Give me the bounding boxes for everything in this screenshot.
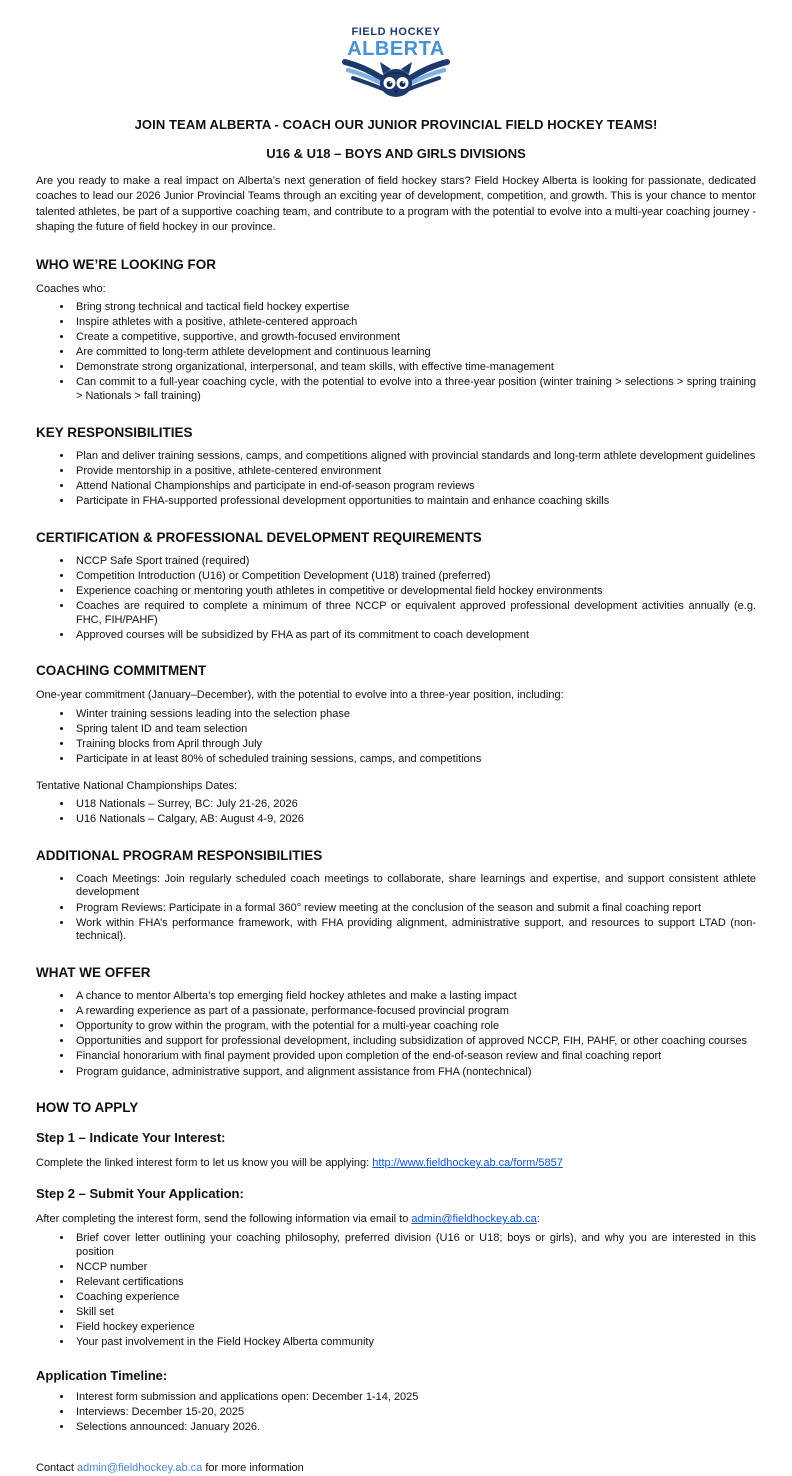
list-item: • Skill set — [73, 1306, 756, 1320]
list-item: • Field hockey experience — [73, 1321, 756, 1335]
who-bullet-list — [36, 301, 756, 404]
list-item: • Plan and deliver training sessions, camps, and competitions aligned with provincial standards and long-term athlete development guidelines — [73, 450, 756, 464]
list-item: • NCCP number — [73, 1261, 756, 1275]
owl-head-icon — [380, 62, 412, 97]
step1-heading: Step 1 – Indicate Your Interest: — [36, 1130, 226, 1146]
list-item: • Opportunities and support for professional development, including subsidization of approved NCCP, FIH, PAHF, or other coaching courses — [73, 1035, 756, 1049]
list-item: • Can commit to a full-year coaching cycle, with the potential to evolve into a three-year position (winter training > selections > spring training > Nationals > fall training) — [73, 376, 756, 403]
step2-paragraph — [36, 1212, 756, 1227]
application-items-list — [36, 1232, 756, 1350]
application-email-link[interactable]: admin@fieldhockey.ab.ca — [411, 1213, 537, 1226]
step1-paragraph — [36, 1156, 756, 1171]
list-item: • Winter training sessions leading into the selection phase — [73, 708, 756, 722]
list-item: • Brief cover letter outlining your coaching philosophy, preferred division (U16 or U18; boys or girls), and why you are interested in this position — [73, 1232, 756, 1259]
logo-text-field-hockey: FIELD HOCKEY — [351, 26, 441, 38]
list-item: • Participate in FHA-supported professional development opportunities to maintain and enhance coaching skills — [73, 495, 756, 509]
intro-paragraph: Are you ready to make a real impact on Alberta’s next generation of field hockey stars? Field Hockey Alberta is looking for passionate, dedicated coaches to lead our 2026 Junior Provincial Teams through an exciting year of development, competition, and growth. This is your chance to mentor talented athletes, be part of a supportive coaching team, and contribute to a program with the potential to evolve into a multi-year coaching journey - shaping the future of field hockey in our province. — [36, 175, 756, 234]
list-item: • Participate in at least 80% of scheduled training sessions, camps, and competitions — [73, 753, 756, 767]
list-item: • NCCP Safe Sport trained (required) — [73, 555, 756, 569]
cert-bullet-list — [36, 555, 756, 643]
contact-line — [36, 1461, 756, 1476]
list-item: • Coaches are required to complete a minimum of three NCCP or equivalent approved professional development activities annually (e.g. FHC, FIH/PAHF) — [73, 600, 756, 627]
list-item: • Training blocks from April through July — [73, 738, 756, 752]
additional-bullet-list — [36, 873, 756, 944]
list-item: • Attend National Championships and participate in end-of-season program reviews — [73, 480, 756, 494]
who-lead-text: Coaches who: — [36, 282, 106, 295]
list-item: • A rewarding experience as part of a passionate, performance-focused provincial program — [73, 1005, 756, 1019]
section-heading-key-responsibilities: KEY RESPONSIBILITIES — [36, 424, 193, 440]
interest-form-link[interactable]: http://www.fieldhockey.ab.ca/form/5857 — [372, 1157, 563, 1170]
contact-suffix: for more information — [202, 1461, 304, 1474]
step2-heading: Step 2 – Submit Your Application: — [36, 1186, 244, 1202]
section-heading-additional-responsibilities: ADDITIONAL PROGRAM RESPONSIBILITIES — [36, 847, 323, 863]
list-item: • Approved courses will be subsidized by FHA as part of its commitment to coach development — [73, 629, 756, 643]
list-item: • Coach Meetings: Join regularly scheduled coach meetings to collaborate, share learnings and expertise, and support consistent athlete development — [73, 873, 756, 900]
list-item: • Competition Introduction (U16) or Competition Development (U18) trained (preferred) — [73, 570, 756, 584]
section-heading-certification: CERTIFICATION & PROFESSIONAL DEVELOPMENT REQUIREMENTS — [36, 529, 482, 545]
list-item: • Coaching experience — [73, 1291, 756, 1305]
step1-text: Complete the linked interest form to let us know you will be applying: — [36, 1157, 373, 1170]
list-item: • Work within FHA’s performance framework, with FHA providing alignment, administrative support, and resources to support LTAD (non-technical). — [73, 917, 756, 944]
list-item: • Program Reviews: Participate in a formal 360° review meeting at the conclusion of the season and submit a final coaching report — [73, 902, 756, 916]
list-item: • Are committed to long-term athlete development and continuous learning — [73, 346, 756, 360]
list-item: • Interviews: December 15-20, 2025 — [73, 1406, 756, 1420]
list-item: • Financial honorarium with final payment provided upon completion of the end-of-season review and final coaching report — [73, 1050, 756, 1064]
list-item: • Program guidance, administrative support, and alignment assistance from FHA (nontechnical) — [73, 1066, 756, 1080]
list-item: • Interest form submission and applications open: December 1-14, 2025 — [73, 1391, 756, 1405]
key-bullet-list — [36, 450, 756, 509]
contact-email-link[interactable]: admin@fieldhockey.ab.ca — [76, 1461, 203, 1474]
section-heading-who-were-looking-for: WHO WE’RE LOOKING FOR — [36, 256, 216, 272]
nationals-dates-lead: Tentative National Championships Dates: — [36, 779, 238, 792]
timeline-heading: Application Timeline: — [36, 1367, 168, 1383]
commitment-bullet-list — [36, 708, 756, 767]
list-item: • Opportunity to grow within the program, with the potential for a multi-year coaching role — [73, 1020, 756, 1034]
step2-text-suffix: : — [536, 1213, 540, 1226]
list-item: • Demonstrate strong organizational, interpersonal, and team skills, with effective time-management — [73, 361, 756, 375]
logo-text-alberta: ALBERTA — [347, 38, 445, 60]
field-hockey-alberta-owl-logo — [337, 22, 455, 104]
list-item: • Spring talent ID and team selection — [73, 723, 756, 737]
nationals-dates-list — [36, 798, 756, 827]
logo-container — [36, 22, 756, 107]
timeline-bullet-list — [36, 1391, 756, 1435]
page-title: JOIN TEAM ALBERTA - COACH OUR JUNIOR PROVINCIAL FIELD HOCKEY TEAMS! — [134, 117, 658, 132]
commitment-lead-text: One-year commitment (January–December), with the potential to evolve into a three-year position, including: — [36, 689, 564, 702]
contact-prefix: Contact — [36, 1461, 77, 1474]
list-item: • Create a competitive, supportive, and growth-focused environment — [73, 331, 756, 345]
list-item: • Inspire athletes with a positive, athlete-centered approach — [73, 316, 756, 330]
list-item: • A chance to mentor Alberta’s top emerging field hockey athletes and make a lasting impact — [73, 990, 756, 1004]
list-item: • U18 Nationals – Surrey, BC: July 21-26, 2026 — [73, 798, 756, 812]
list-item: • Experience coaching or mentoring youth athletes in competitive or developmental field hockey environments — [73, 585, 756, 599]
list-item: • Bring strong technical and tactical field hockey expertise — [73, 301, 756, 315]
offer-bullet-list — [36, 990, 756, 1079]
section-heading-what-we-offer: WHAT WE OFFER — [36, 964, 151, 980]
list-item: • Relevant certifications — [73, 1276, 756, 1290]
section-heading-coaching-commitment: COACHING COMMITMENT — [36, 663, 207, 679]
page-subtitle: U16 & U18 – BOYS AND GIRLS DIVISIONS — [266, 146, 526, 161]
step2-text-prefix: After completing the interest form, send the following information via email to — [36, 1213, 412, 1226]
section-heading-how-to-apply: HOW TO APPLY — [36, 1100, 139, 1116]
list-item: • Selections announced: January 2026. — [73, 1421, 756, 1435]
list-item: • U16 Nationals – Calgary, AB: August 4-9, 2026 — [73, 813, 756, 827]
list-item: • Your past involvement in the Field Hockey Alberta community — [73, 1336, 756, 1350]
list-item: • Provide mentorship in a positive, athlete-centered environment — [73, 465, 756, 479]
